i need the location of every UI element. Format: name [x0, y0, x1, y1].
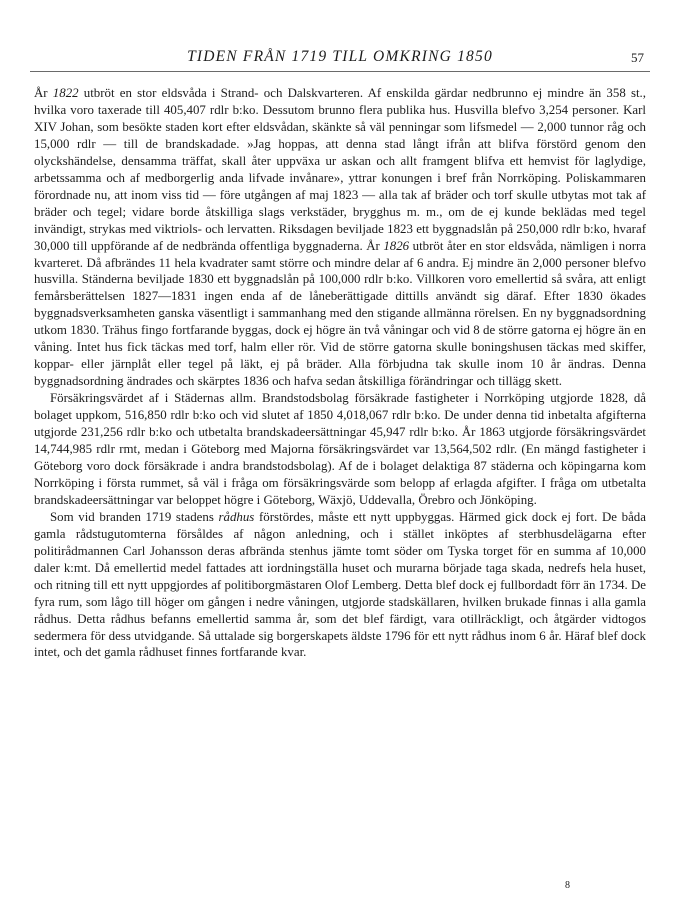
signature-mark: 8: [565, 880, 570, 891]
italic-emphasis: 1826: [383, 238, 410, 253]
page-number: 57: [631, 50, 644, 65]
running-title: TIDEN FRÅN 1719 TILL OMKRING 1850: [187, 48, 493, 65]
paragraph-insurance: Försäkringsvärdet af i Städernas allm. Brandstodsbolag försäkrade fastigheter i Norrköping utgjorde 1828, då bolaget uppkom, 516,850 rdlr b:ko och vid slutet af 1850 4,018,067 rdlr b:ko. De under denna tid inbetalta afgifterna utgjorde 231,256 rdlr b:ko och utbetalta brandskadeersättningar 45,947 rdlr b:ko. År 1863 utgjorde försäkringsvärdet 14,744,985 rdlr rmt, medan i Göteborg med Majorna försäkringsvärdet var 13,564,502 rdlr. (En mängd fastigheter i Göteborg voro dock försäkrade i andra brandstodsbolag). Af de i bolaget delaktiga 87 städerna och köpingarna kom Norrköping i första rummet, så väl i fråga om försäkringsvärde som belopp af erlagda afgifter. I fråga om utbetalta brandskadeersättningar var beloppet högre i Göteborg, Wäxjö, Uddevalla, Örebro och Jönköping.: [34, 391, 646, 507]
italic-emphasis: rådhus: [218, 509, 255, 524]
page-header: [30, 48, 650, 72]
paragraph-town-hall: Som vid branden 1719 stadens rådhus förstördes, måste ett nytt uppbyggas. Härmed gick dock ej fort. De båda gamla rådstugutomterna försåldes af någon anledning, och i stället inköptes af sterbhusdelägarna efter politirådmannen Carl Johansson deras afbrända stenhus jämte tomt söder om Tyska torget för en summa af 10,000 daler k:mt. Då emellertid medel fattades att iordningställa huset och murarna började taga skada, nedrefs hela huset, och ritning till ett nytt uppgjordes af politiborgmästaren Olof Lemberg. Detta blef dock ej fullbordadt förr än 1734. De fyra rum, som lågo till höger om gången i nedre våningen, utgjorde stadskällaren, hvilken brukade finnas i alla gamla rådhus. Detta rådhus befanns emellertid samma år, som det blef färdigt, vara otillräckligt, och åtgärder vidtogos sedermera för dess utvidgande. Så uttalade sig borgerskapets äldste 1796 för ett nytt rådhus inom 6 år. Häraf blef dock intet, och det gamla rådhuset finnes fortfarande kvar.: [34, 509, 646, 660]
italic-emphasis: 1822: [52, 86, 79, 100]
body-text: [34, 85, 646, 661]
paragraph-fires: År 1822 utbröt en stor eldsvåda i Strand- och Dalskvarteren. Af enskilda gärdar nedbrunno ej mindre än 358 st., hvilka voro taxerade till 405,407 rdlr b:ko. Dessutom brunno flera publika hus. Husvilla blefvo 3,254 personer. Karl XIV Johan, som besökte staden kort efter eldsvådan, skänkte så väl penningar som lifsmedel — 2,000 tunnor råg och 15,000 rdlr — till de brandskadade. »Jag hoppas, att denna stad långt ifrån att blifva förstörd genom den olyckshändelse, densamma träffat, skall åter uppväxa ur askan och allt framgent blifva ett hemvist för laglydige, arbetssamma och af medborgerlig anda lifvade invånare», yttrar konungen i bref från Norrköping. Poliskammaren förordnade nu, att inom viss tid — före utgången af maj 1823 — alla tak af bräder och torf skulle utbytas mot tak af bräder och tegel; vidare borde åtskilliga slags verkstäder, brygghus m. m., om de ej kunde beklädas med tegel invändigt, strykas med viktriols- och lervatten. Riksdagen beviljade 1823 ett byggnadslån på 250,000 rdlr b:ko, hvaraf 30,000 till uppförande af de nedbrända offentliga byggnaderna. År 1826 utbröt åter en stor eldsvåda, nämligen i norra kvarteret. Då afbrändes 11 hela kvadrater samt större och mindre delar af 6 andra. Ej mindre än 2,000 personer blefvo husvilla. Ständerna beviljade 1830 ett byggnadslån på 100,000 rdlr b:ko. Villkoren voro emellertid så svåra, att enligt femårsberättelsen 1827—1831 ingen enda af de låneberättigade dittills användt sig däraf. Efter 1830 ökades byggnadsverksamheten ganska väsentligt i sammanhang med den stigande allmänna rörelsen. En ny byggnadsordning utkom 1830. Trähus fingo fortfarande byggas, dock ej högre än två våningar och vid 8 de större gatorna ej högre än en våning. Intet hus fick täckas med torf, halm eller rör. Vid de större gatorna skulle boningshusen täckas med skiffer, koppar- eller järnplåt eller tegel på läkt, ej på bräder. Alla förbjudna tak skulle inom 10 år ändras. Denna byggnadsordning ändrades och skärptes 1836 och hafva sedan åtskilliga förändringar och tillägg skett.: [34, 86, 646, 389]
header-rule: [30, 71, 650, 72]
